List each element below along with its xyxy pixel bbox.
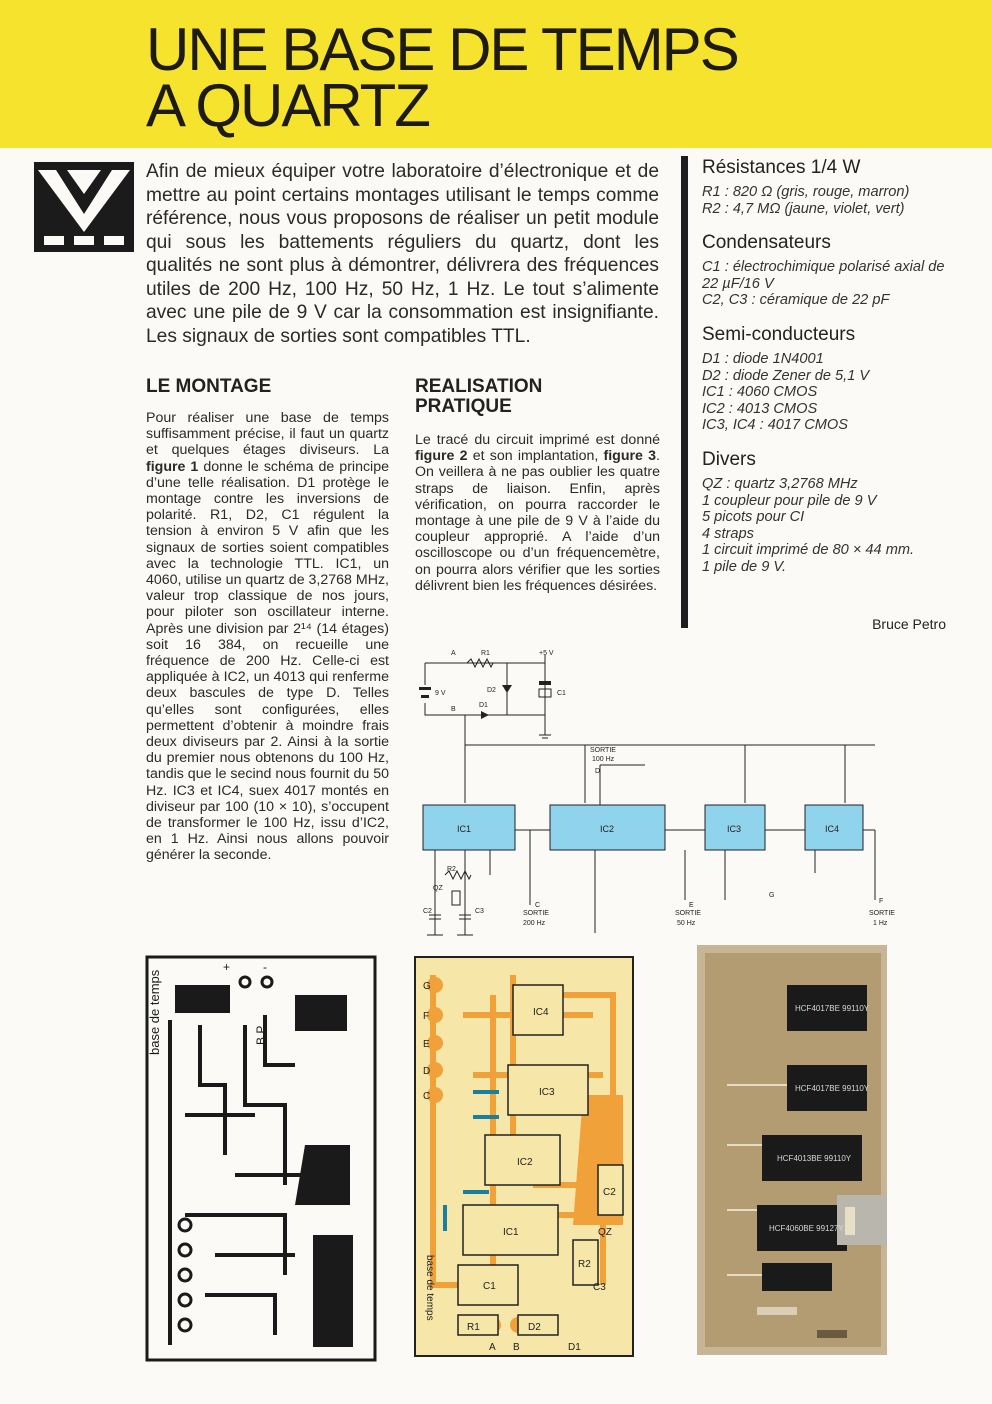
layout-ic4: IC4 (533, 1007, 549, 1018)
assembled-board-photo (697, 945, 887, 1355)
parts-section-title: Semi-conducteurs (702, 323, 856, 345)
realisation-heading-line1: REALISATION (415, 376, 543, 397)
schematic-pin-g: G (769, 892, 775, 899)
parts-section-list (702, 259, 946, 309)
parts-section-title: Divers (702, 448, 756, 470)
realisation-heading-line2: PRATIQUE (415, 396, 512, 417)
photo-chip-2: HCF4013BE 99110Y (777, 1154, 852, 1163)
pcb-label: base de temps (147, 969, 162, 1055)
layout-c3: C3 (593, 1282, 606, 1293)
parts-item: C2, C3 : céramique de 22 pF (702, 292, 890, 309)
parts-list-bar (681, 156, 688, 628)
layout-r1: R1 (467, 1322, 480, 1333)
photo-chip-4: HCF4017BE 99110Y (795, 1004, 870, 1013)
parts-section-title: Condensateurs (702, 232, 831, 254)
layout-ic3: IC3 (539, 1087, 555, 1098)
parts-section-title: Résistances 1/4 W (702, 157, 861, 178)
schematic-50hz: 50 Hz (677, 920, 696, 927)
figure-2-pcb-trace (145, 955, 377, 1362)
parts-item: R2 : 4,7 MΩ (jaune, violet, vert) (702, 200, 905, 217)
pcb-bp: B.P (254, 1025, 268, 1045)
schematic-c1: C1 (557, 690, 566, 697)
layout-pin-g: G (423, 981, 431, 992)
layout-c1: C1 (483, 1281, 496, 1292)
layout-ic2: IC2 (517, 1157, 533, 1168)
schematic-sortie-200: SORTIE (523, 910, 549, 917)
layout-pin-b: B (513, 1342, 520, 1353)
figure-3-component-layout (413, 955, 635, 1358)
layout-pin-e: E (423, 1039, 430, 1050)
layout-c2: C2 (603, 1187, 616, 1198)
magazine-logo-icon (34, 162, 134, 252)
realisation-text-part3: . On veillera à ne pas oublier les quatre straps de liaison. Enfin, après vérification, on pourra raccorder le montage à une pile de 9 V à l’aide du coupleur approprié. A l’aide d’un oscilloscope ou d’un fréquencemètre, on pourra alors vérifier que les sorties délivrent bien les fréquences désirées. (415, 448, 660, 594)
montage-text (146, 410, 389, 864)
layout-pin-a: A (489, 1342, 496, 1353)
schematic-ic1: IC1 (457, 824, 472, 834)
schematic-qz: QZ (433, 885, 443, 892)
title-line-2: A QUARTZ (146, 72, 429, 139)
parts-section-list (702, 184, 946, 217)
schematic-r1: R1 (481, 650, 490, 657)
figure-2-ref: figure 2 (415, 448, 468, 465)
montage-text-part2: donne le schéma de principe d’une telle réalisation. D1 protège le montage contre les inversions de polarité. R1, D2, C1 régulent la tension à environ 5 V afin que les signaux de sorties soient compatibles avec la technologie TTL. IC1, un 4060, utilise un quartz de 3,2768 MHz, valeur trop classique de nos jours, pour piloter son oscillateur interne. Après une division par 2¹⁴ (14 étages) soit 16 384, on recueille une fréquence de 200 Hz. Celle-ci est appliquée à IC2, un 4013 qui renferme deux bascules de type D. Telles qu’elles sont configurées, elles permettent d’obtenir à moindre frais deux diviseurs par 2. Ainsi à la sortie du premier nous obtenons du 100 Hz, tandis que le secind nous fournit du 50 Hz. IC3 et IC4, suex 4017 montés en diviseur par 100 (10 × 10), s’occupent de transformer le 100 Hz, issu d’IC2, en 1 Hz. Ainsi nous allons pouvoir générer la seconde. (146, 458, 389, 864)
schematic-9v: 9 V (435, 690, 446, 697)
pcb-minus: - (263, 960, 267, 974)
layout-label: base de temps (424, 1255, 435, 1321)
realisation-heading (415, 377, 542, 417)
page-title (146, 16, 738, 139)
schematic-pin-a: A (451, 650, 456, 657)
parts-item: IC1 : 4060 CMOS (702, 384, 818, 401)
parts-item: 5 picots pour CI (702, 509, 805, 526)
layout-pin-c: C (423, 1091, 431, 1102)
parts-item: 4 straps (702, 525, 754, 542)
parts-item: IC3, IC4 : 4017 CMOS (702, 417, 848, 434)
schematic-ic4: IC4 (825, 824, 840, 834)
schematic-pin-e: E (689, 902, 694, 909)
schematic-pin-b: B (451, 706, 456, 713)
figure-3-ref: figure 3 (603, 448, 657, 465)
layout-r2: R2 (578, 1259, 591, 1270)
parts-item: QZ : quartz 3,2768 MHz (702, 475, 858, 492)
parts-item: IC2 : 4013 CMOS (702, 400, 818, 417)
parts-item: 1 coupleur pour pile de 9 V (702, 492, 877, 509)
schematic-c3: C3 (475, 908, 484, 915)
parts-item: C1 : électrochimique polarisé axial de 22 µF/16 V (702, 259, 945, 292)
schematic-200hz: 200 Hz (523, 920, 546, 927)
schematic-1hz: 1 Hz (873, 920, 888, 927)
parts-section-list (702, 476, 946, 576)
parts-list-content (702, 156, 946, 590)
schematic-100hz: 100 Hz (592, 756, 615, 763)
schematic-pin-c: C (535, 902, 541, 909)
schematic-r2: R2 (447, 866, 456, 873)
schematic-pin-f: F (879, 898, 884, 905)
photo-chip-3: HCF4017BE 99110Y (795, 1084, 870, 1093)
schematic-d1: D1 (479, 702, 488, 709)
layout-d2: D2 (528, 1322, 541, 1333)
parts-item: D2 : diode Zener de 5,1 V (702, 367, 870, 384)
schematic-c2: C2 (423, 908, 432, 915)
schematic-d2: D2 (487, 687, 496, 694)
montage-heading: LE MONTAGE (146, 376, 272, 397)
parts-list (681, 156, 946, 632)
layout-pin-f: F (423, 1011, 430, 1022)
schematic-5v: +5 V (539, 650, 554, 657)
parts-item: D1 : diode 1N4001 (702, 350, 824, 367)
layout-d1: D1 (568, 1342, 581, 1353)
schematic-ic2: IC2 (600, 824, 615, 834)
photo-chip-1: HCF4060BE 99127Y (769, 1224, 844, 1233)
realisation-text-part2: et son implantation, (467, 448, 604, 465)
schematic-sortie-1: SORTIE (869, 910, 895, 917)
realisation-text-part1: Le tracé du circuit imprimé est donné (415, 432, 660, 448)
layout-ic1: IC1 (503, 1227, 519, 1238)
schematic-ic3: IC3 (727, 824, 742, 834)
parts-section-list (702, 351, 946, 434)
figure-1-schematic (405, 645, 905, 940)
title-line-1: UNE BASE DE TEMPS (146, 16, 738, 83)
schematic-pin-d: D (595, 768, 601, 775)
intro-paragraph: Afin de mieux équiper votre laboratoire d’électronique et de mettre au point certains montages utilisant le temps comme référence, nous vous proposons de réaliser un petit module qui sous les battements réguliers du quartz, dont les qualités ne sont plus à démontrer, délivrera des fréquences utiles de 200 Hz, 100 Hz, 50 Hz, 1 Hz. Le tout s’alimente avec une pile de 9 V car la consommation est insignifiante. Les signaux de sorties sont compatibles TTL. (146, 161, 659, 347)
parts-item: R1 : 820 Ω (gris, rouge, marron) (702, 184, 910, 200)
pcb-plus: + (223, 960, 231, 974)
parts-item: 1 circuit imprimé de 80 × 44 mm. (702, 542, 915, 559)
layout-qz: QZ (598, 1227, 612, 1238)
author: Bruce Petro (872, 616, 946, 632)
parts-item: 1 pile de 9 V. (702, 558, 787, 575)
montage-text-part1: Pour réaliser une base de temps suffisamment précise, il faut un quartz et quelques étages diviseurs. La (146, 410, 389, 459)
schematic-sortie-50: SORTIE (675, 910, 701, 917)
figure-1-ref: figure 1 (146, 458, 199, 475)
realisation-text (415, 432, 660, 594)
layout-pin-d: D (423, 1066, 431, 1077)
schematic-sortie-100: SORTIE (590, 747, 616, 754)
